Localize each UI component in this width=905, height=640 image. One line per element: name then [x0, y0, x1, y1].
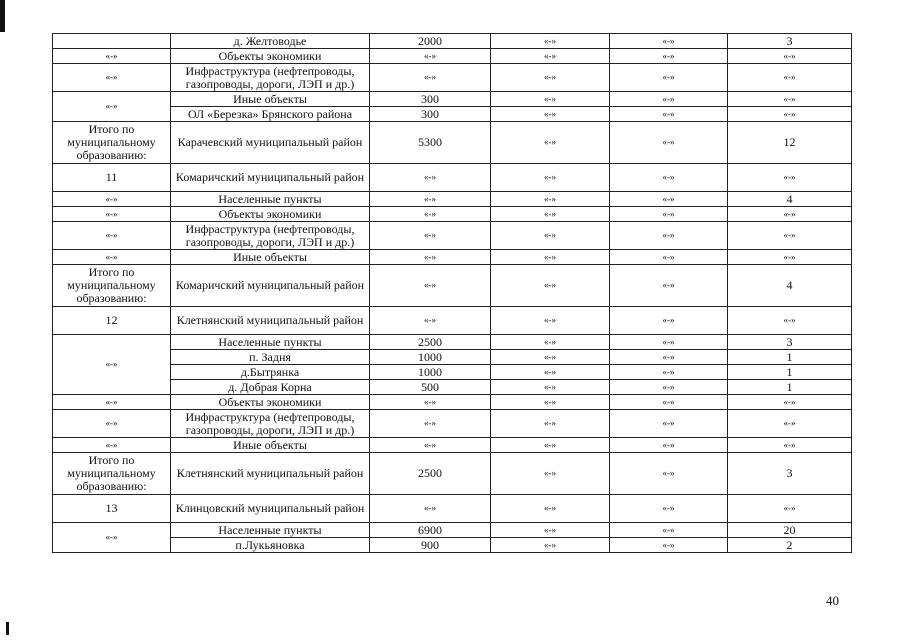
cell-b: Иные объекты [171, 250, 370, 265]
cell-c: 500 [370, 380, 491, 395]
cell-b: Инфраструктура (нефтепроводы, газопроводы, дороги, ЛЭП и др.) [171, 64, 370, 92]
cell-f: «-» [728, 222, 852, 250]
cell-f: 4 [728, 192, 852, 207]
table-row [53, 335, 852, 350]
cell-d: «-» [491, 207, 610, 222]
cell-d: «-» [491, 410, 610, 438]
table-row [53, 380, 852, 395]
cell-d: «-» [491, 64, 610, 92]
cell-a: «-» [53, 222, 171, 250]
cell-d: «-» [491, 438, 610, 453]
cell-b: Населенные пункты [171, 335, 370, 350]
cell-f: 2 [728, 538, 852, 553]
cell-d: «-» [491, 192, 610, 207]
cell-f: «-» [728, 250, 852, 265]
cell-e: «-» [610, 192, 728, 207]
cell-b: Населенные пункты [171, 523, 370, 538]
cell-c: «-» [370, 410, 491, 438]
cell-a: «-» [53, 49, 171, 64]
table-row [53, 453, 852, 495]
cell-e: «-» [610, 207, 728, 222]
cell-f: 1 [728, 365, 852, 380]
cell-f: «-» [728, 64, 852, 92]
cell-e: «-» [610, 438, 728, 453]
table-row [53, 307, 852, 335]
cell-f: «-» [728, 49, 852, 64]
cell-e: «-» [610, 395, 728, 410]
cell-c: «-» [370, 307, 491, 335]
cell-a: «-» [53, 207, 171, 222]
cell-d: «-» [491, 453, 610, 495]
cell-e: «-» [610, 453, 728, 495]
cell-b: д. Добрая Корна [171, 380, 370, 395]
table-row [53, 495, 852, 523]
cell-c: 300 [370, 92, 491, 107]
cell-e: «-» [610, 380, 728, 395]
cell-b: Клетнянский муниципальный район [171, 453, 370, 495]
cell-a: 11 [53, 164, 171, 192]
cell-c: «-» [370, 49, 491, 64]
cell-c: «-» [370, 250, 491, 265]
cell-c: «-» [370, 495, 491, 523]
cell-c: «-» [370, 164, 491, 192]
table-row [53, 107, 852, 122]
cell-d: «-» [491, 365, 610, 380]
cell-f: 4 [728, 265, 852, 307]
cell-b: Объекты экономики [171, 395, 370, 410]
cell-c: 900 [370, 538, 491, 553]
cell-b: Иные объекты [171, 438, 370, 453]
cell-c: 2000 [370, 34, 491, 49]
cell-b: Клинцовский муниципальный район [171, 495, 370, 523]
cell-f: 3 [728, 453, 852, 495]
cell-f: «-» [728, 495, 852, 523]
cell-b: п. Задня [171, 350, 370, 365]
cell-e: «-» [610, 49, 728, 64]
cell-f: 1 [728, 380, 852, 395]
cell-a: «-» [53, 64, 171, 92]
cell-e: «-» [610, 365, 728, 380]
cell-e: «-» [610, 410, 728, 438]
cell-d: «-» [491, 380, 610, 395]
cell-d: «-» [491, 495, 610, 523]
cell-c: «-» [370, 192, 491, 207]
cell-e: «-» [610, 64, 728, 92]
table-body [53, 34, 852, 553]
cell-b: Населенные пункты [171, 192, 370, 207]
cell-c: 2500 [370, 335, 491, 350]
cell-f: «-» [728, 395, 852, 410]
cell-a: Итого по муниципальному образованию: [53, 453, 171, 495]
cell-e: «-» [610, 164, 728, 192]
table-row [53, 265, 852, 307]
cell-e: «-» [610, 523, 728, 538]
cell-b: д.Бытрянка [171, 365, 370, 380]
cell-a: «-» [53, 192, 171, 207]
cell-c: «-» [370, 438, 491, 453]
cell-f: 1 [728, 350, 852, 365]
cell-d: «-» [491, 335, 610, 350]
cell-a: 13 [53, 495, 171, 523]
cell-b: Комаричский муниципальный район [171, 265, 370, 307]
cell-a: «-» [53, 250, 171, 265]
cell-f: 3 [728, 34, 852, 49]
table-row [53, 250, 852, 265]
cell-d: «-» [491, 265, 610, 307]
cell-e: «-» [610, 92, 728, 107]
cell-e: «-» [610, 538, 728, 553]
cell-d: «-» [491, 250, 610, 265]
table-row [53, 438, 852, 453]
cell-c: 300 [370, 107, 491, 122]
cell-e: «-» [610, 107, 728, 122]
cell-d: «-» [491, 34, 610, 49]
cell-e: «-» [610, 350, 728, 365]
cell-e: «-» [610, 250, 728, 265]
cell-b: Комаричский муниципальный район [171, 164, 370, 192]
table-row [53, 350, 852, 365]
cell-b: Карачевский муниципальный район [171, 122, 370, 164]
table-row [53, 395, 852, 410]
cell-b: Иные объекты [171, 92, 370, 107]
cell-e: «-» [610, 335, 728, 350]
table-row [53, 192, 852, 207]
cell-e: «-» [610, 265, 728, 307]
cell-d: «-» [491, 222, 610, 250]
table-row [53, 34, 852, 49]
cell-b: Инфраструктура (нефтепроводы, газопроводы, дороги, ЛЭП и др.) [171, 222, 370, 250]
cell-f: 20 [728, 523, 852, 538]
cell-f: «-» [728, 307, 852, 335]
cell-a: «-» [53, 410, 171, 438]
cell-d: «-» [491, 307, 610, 335]
cell-b: Объекты экономики [171, 49, 370, 64]
table-row [53, 92, 852, 107]
cell-c: «-» [370, 395, 491, 410]
cell-c: «-» [370, 265, 491, 307]
cell-b: Объекты экономики [171, 207, 370, 222]
data-table [52, 33, 852, 553]
cell-a: Итого по муниципальному образованию: [53, 265, 171, 307]
cell-e: «-» [610, 34, 728, 49]
cell-d: «-» [491, 164, 610, 192]
cell-f: «-» [728, 207, 852, 222]
cell-c: 1000 [370, 365, 491, 380]
cell-f: «-» [728, 438, 852, 453]
cell-d: «-» [491, 107, 610, 122]
table-row [53, 365, 852, 380]
cell-e: «-» [610, 307, 728, 335]
cell-d: «-» [491, 350, 610, 365]
cell-e: «-» [610, 122, 728, 164]
table-row [53, 64, 852, 92]
cell-b: Инфраструктура (нефтепроводы, газопроводы, дороги, ЛЭП и др.) [171, 410, 370, 438]
cell-d: «-» [491, 49, 610, 64]
cell-f: «-» [728, 107, 852, 122]
cell-c: 2500 [370, 453, 491, 495]
cell-a: «-» [53, 523, 171, 553]
scan-edge-mark [0, 0, 5, 32]
cell-c: «-» [370, 207, 491, 222]
cell-d: «-» [491, 523, 610, 538]
cell-b: Клетнянский муниципальный район [171, 307, 370, 335]
table-row [53, 222, 852, 250]
cell-d: «-» [491, 538, 610, 553]
cell-f: 3 [728, 335, 852, 350]
cell-b: ОЛ «Березка» Брянского района [171, 107, 370, 122]
cell-a: «-» [53, 438, 171, 453]
table-row [53, 122, 852, 164]
scan-margin-mark [6, 622, 9, 635]
table-row [53, 164, 852, 192]
cell-d: «-» [491, 92, 610, 107]
table-row [53, 49, 852, 64]
cell-c: 5300 [370, 122, 491, 164]
cell-c: 1000 [370, 350, 491, 365]
table-row [53, 207, 852, 222]
cell-a: «-» [53, 395, 171, 410]
cell-a: «-» [53, 335, 171, 395]
cell-a [53, 34, 171, 49]
cell-c: «-» [370, 222, 491, 250]
cell-f: «-» [728, 92, 852, 107]
page-number: 40 [826, 593, 839, 608]
cell-c: «-» [370, 64, 491, 92]
table-row [53, 523, 852, 538]
cell-f: «-» [728, 164, 852, 192]
cell-d: «-» [491, 395, 610, 410]
cell-e: «-» [610, 222, 728, 250]
cell-c: 6900 [370, 523, 491, 538]
cell-f: 12 [728, 122, 852, 164]
cell-e: «-» [610, 495, 728, 523]
cell-a: «-» [53, 92, 171, 122]
cell-a: Итого по муниципальному образованию: [53, 122, 171, 164]
cell-b: д. Желтоводье [171, 34, 370, 49]
table-row [53, 538, 852, 553]
table-row [53, 410, 852, 438]
cell-f: «-» [728, 410, 852, 438]
cell-b: п.Лукьяновка [171, 538, 370, 553]
cell-d: «-» [491, 122, 610, 164]
cell-a: 12 [53, 307, 171, 335]
